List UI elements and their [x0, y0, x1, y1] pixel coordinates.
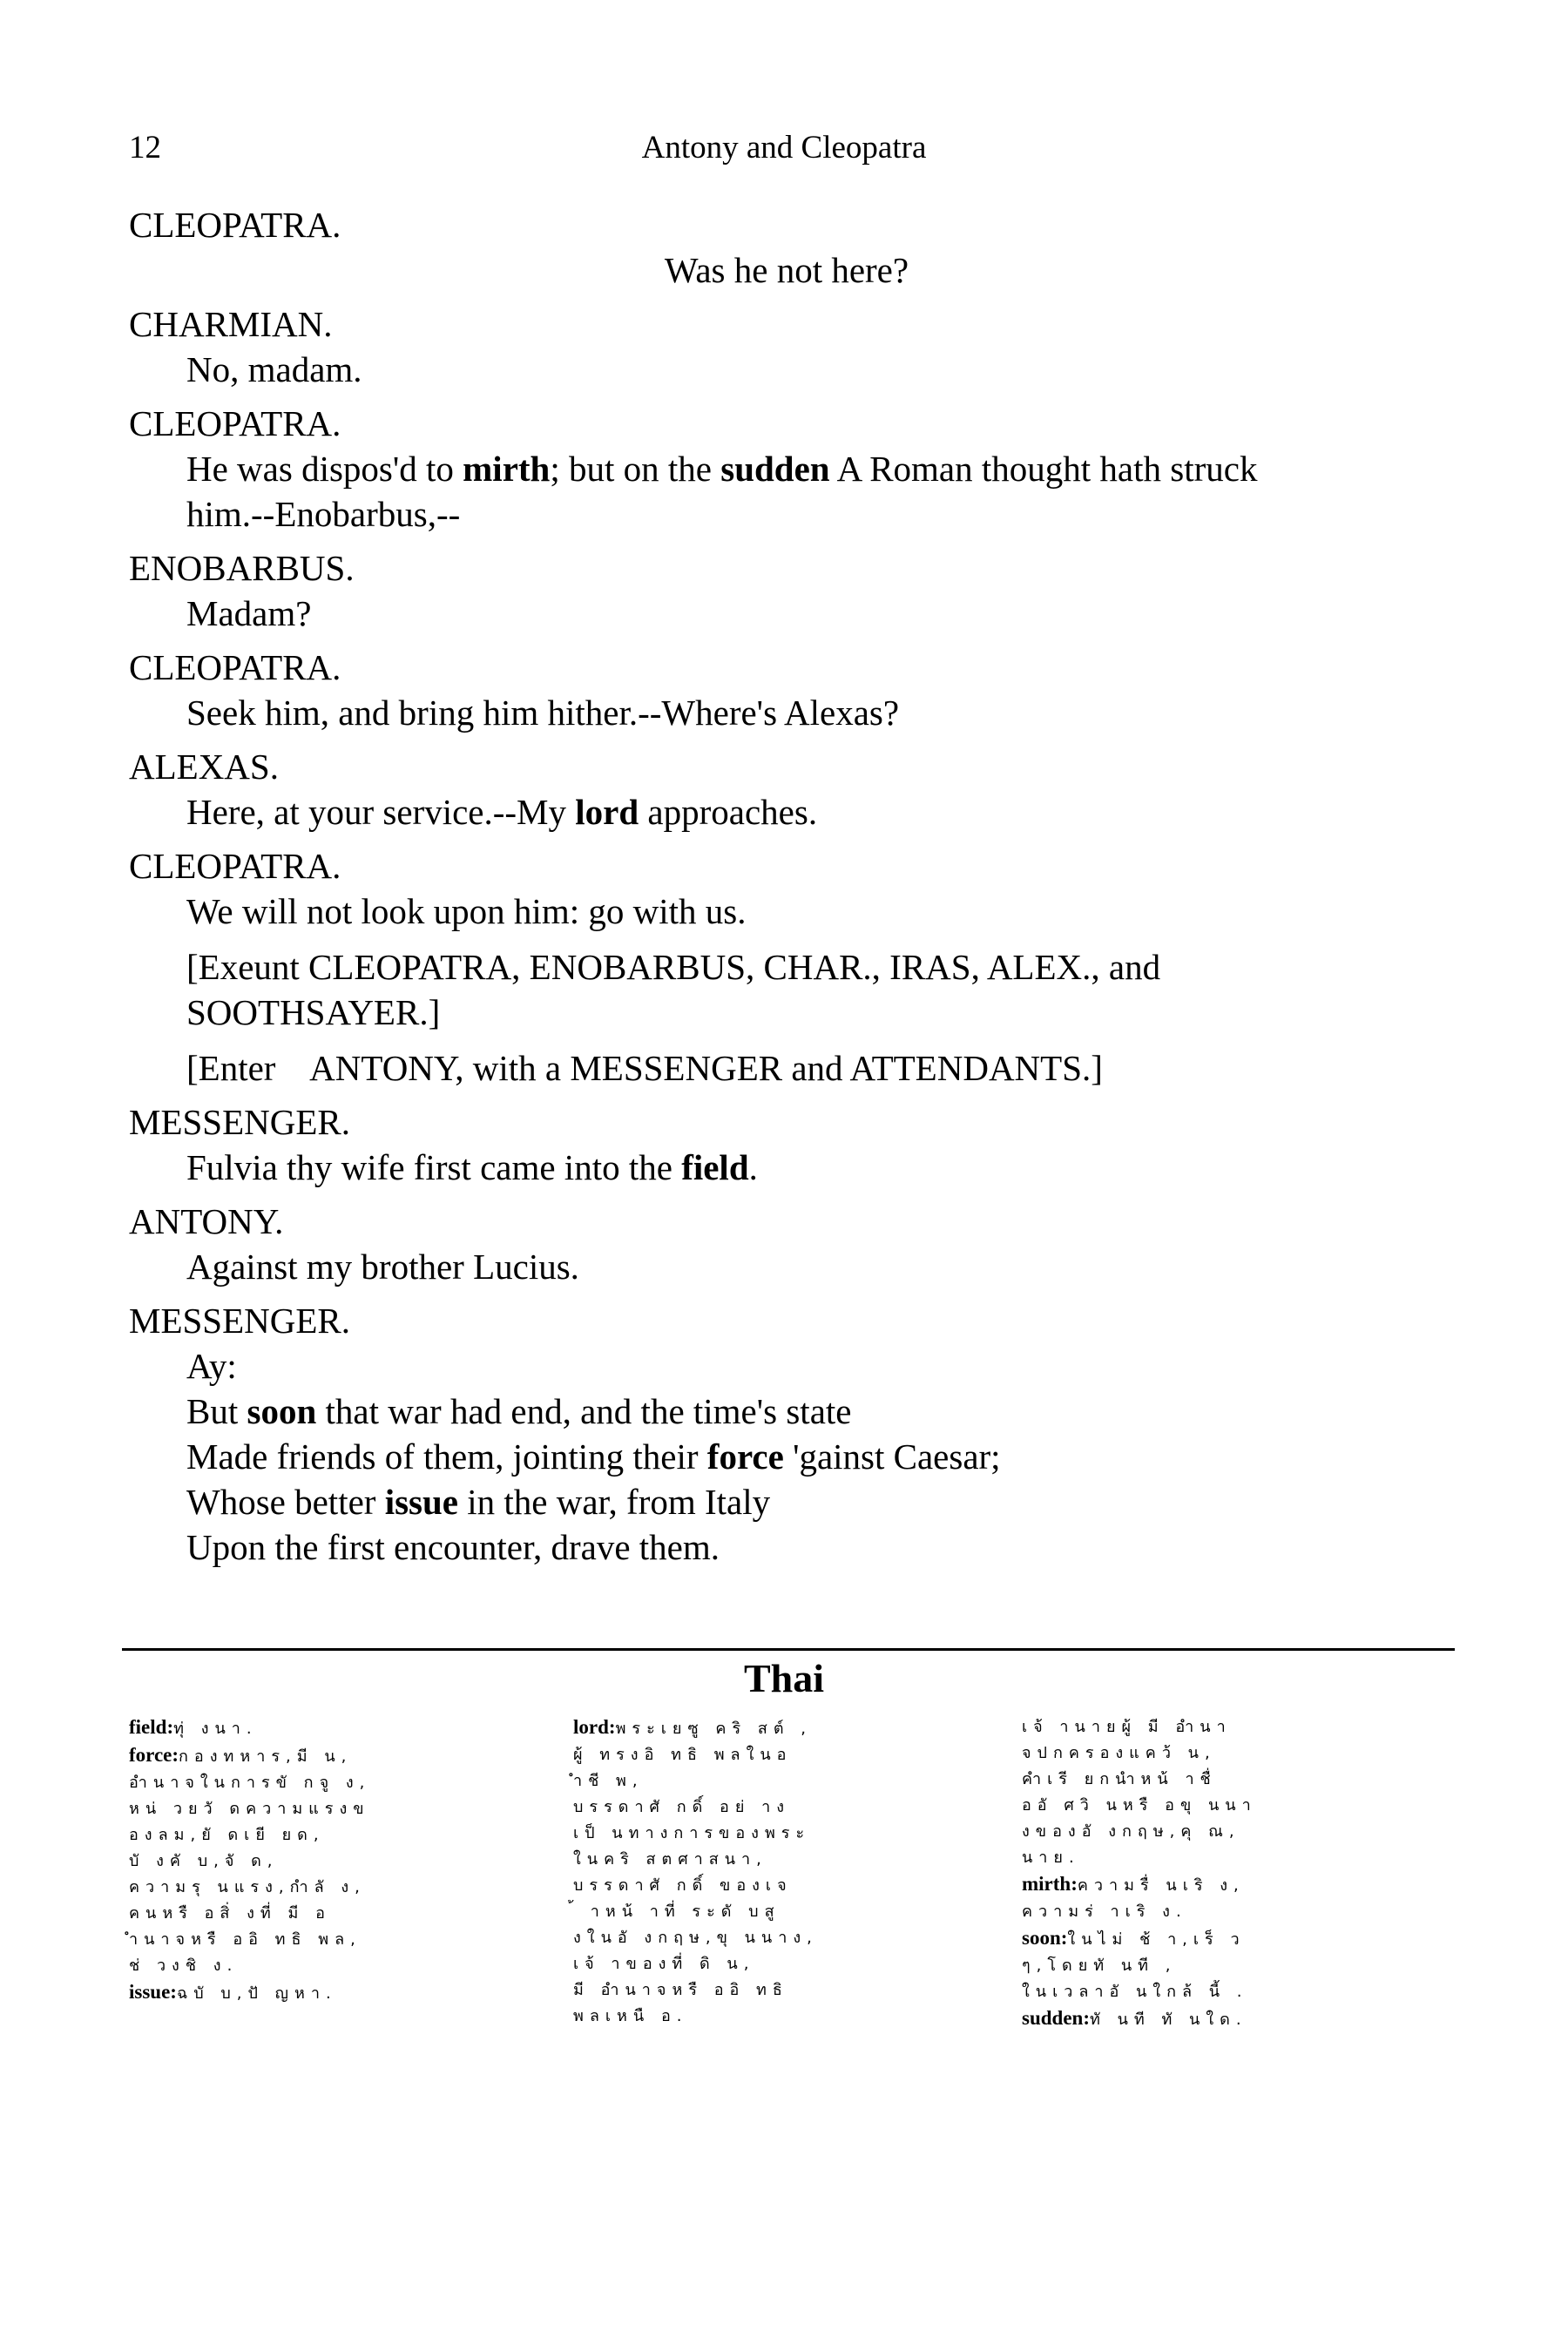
text-run: that war had end, and the time's state	[316, 1391, 852, 1431]
glossary-term: lord:	[573, 1716, 616, 1738]
text-run: Fulvia thy wife first came into the	[186, 1147, 682, 1187]
speech-line	[186, 1479, 1444, 1524]
text-run: Made friends of them, jointing their	[186, 1436, 707, 1477]
glossed-word: field	[681, 1147, 749, 1187]
speech-line: Against my brother Lucius.	[186, 1247, 579, 1287]
glossary-definition-line: ๆ,โดยทั นที ,	[1022, 1957, 1177, 1975]
glossary-definition-line: คำเรี ยกนำหน้ าชื่	[1022, 1770, 1217, 1788]
glossary-entry	[129, 1742, 547, 1770]
glossary-term: sudden:	[1022, 2007, 1090, 2029]
glossary-definition-line: ช่ วงชิ ง.	[129, 1957, 239, 1975]
glossary-definition-line: คนหรื อสิ่ งที่ มี อ	[129, 1904, 331, 1923]
speech	[129, 446, 1444, 537]
speech-line: We will not look upon him: go with us.	[186, 891, 747, 931]
glossary	[129, 1714, 1444, 2115]
text-run: .	[748, 1147, 758, 1187]
glossary-definition: พระเยซู คริ สต์ ,	[615, 1720, 812, 1738]
text-run: in the war, from Italy	[458, 1482, 771, 1522]
footnote-divider	[122, 1648, 1455, 1651]
glossary-definition-line: บรรดาศั กดิ์ ของเจ	[573, 1876, 793, 1895]
play-text	[129, 193, 1444, 1570]
glossary-definition-line: ผู้ ทรงอิ ทธิ พลในอ	[573, 1746, 793, 1764]
glossary-definition: กองทหาร,มี น,	[179, 1747, 353, 1766]
glossary-definition: ความรื่ นเริ ง,	[1077, 1876, 1245, 1895]
speech-line: Upon the first encounter, drave them.	[186, 1527, 720, 1567]
glossary-definition-line: อำนาจในการขั กจู ง,	[129, 1774, 371, 1792]
speech-line: him.--Enobarbus,--	[186, 494, 461, 534]
glossary-term: mirth:	[1022, 1873, 1078, 1895]
text-run: ; but on the	[550, 449, 721, 489]
glossary-definition: ฉบั บ,ปั ญหา.	[176, 1984, 337, 2003]
speech-line: Seek him, and bring him hither.--Where's Alexas?	[186, 693, 900, 733]
glossary-definition-line: นาย.	[1022, 1848, 1080, 1867]
speaker-name: ANTONY.	[129, 1201, 284, 1241]
glossary-definition: ในไม่ ช้ า,เร็ ว	[1067, 1930, 1246, 1949]
speaker-name: MESSENGER.	[129, 1102, 351, 1142]
glossary-entry	[1022, 2005, 1440, 2033]
glossary-definition-line: ความรุ นแรง,กำลั ง,	[129, 1878, 366, 1896]
glossed-word: mirth	[463, 449, 551, 489]
speaker-name: CLEOPATRA.	[129, 403, 341, 443]
glossed-word: lord	[575, 792, 639, 832]
glossary-definition-line: ำนาจหรื ออิ ทธิ พล,	[129, 1930, 362, 1949]
glossary-definition-line: งของอั งกฤษ,คุ ณ,	[1022, 1822, 1240, 1841]
text-run: A Roman thought hath struck	[829, 449, 1258, 489]
glossary-entry	[129, 1714, 547, 1742]
glossary-term: field:	[129, 1716, 174, 1738]
glossary-entry	[1022, 1871, 1440, 1899]
stage-direction-line: [Exeunt CLEOPATRA, ENOBARBUS, CHAR., IRAS, ALEX., and	[186, 947, 1161, 987]
glossary-definition-line: ้ าหน้ าที่ ระดั บสู	[573, 1903, 781, 1921]
glossed-word: sudden	[720, 449, 830, 489]
speech-line	[186, 446, 1444, 491]
glossed-word: force	[706, 1436, 784, 1477]
stage-direction	[129, 944, 1444, 1035]
speaker-name: MESSENGER.	[129, 1301, 351, 1341]
speech-line	[186, 1434, 1444, 1479]
speaker-name: CLEOPATRA.	[129, 647, 341, 687]
glossary-definition-line: เจ้ าของที่ ดิ น,	[573, 1955, 755, 1973]
speaker-name: CLEOPATRA.	[129, 846, 341, 886]
speech-line	[129, 1145, 1444, 1190]
glossary-entry	[129, 1979, 547, 2007]
speech	[129, 1343, 1444, 1570]
page-number: 12	[129, 130, 161, 166]
glossary-definition: ทุ่ งนา.	[173, 1720, 258, 1738]
glossary-title: Thai	[743, 1656, 825, 1700]
glossary-definition-line: จปกครองแคว้ น,	[1022, 1744, 1216, 1762]
glossary-term: issue:	[129, 1981, 177, 2003]
glossary-column-1	[129, 1714, 547, 2007]
page-header	[129, 129, 1439, 172]
text-run: Whose better	[186, 1482, 385, 1522]
text-run: 'gainst Caesar;	[783, 1436, 1001, 1477]
speaker-name: CHARMIAN.	[129, 304, 333, 344]
stage-direction: [Enter ANTONY, with a MESSENGER and ATTENDANTS.]	[186, 1048, 1103, 1088]
glossary-definition-line: ในคริ สตศาสนา,	[573, 1850, 767, 1869]
glossary-definition-line: พลเหนื อ.	[573, 2007, 688, 2025]
speaker-name: ALEXAS.	[129, 747, 279, 787]
glossary-definition-line: งในอั งกฤษ,ขุ นนาง,	[573, 1929, 818, 1947]
glossary-definition-line: ออั ศวิ นหรื อขุ นนา	[1022, 1796, 1257, 1815]
glossary-definition-line: ความร่ าเริ ง.	[1022, 1903, 1187, 1921]
speech-line: Madam?	[186, 593, 312, 633]
glossary-definition-line: ในเวลาอั นใกล้ นี้ .	[1022, 1983, 1248, 2001]
text-run: approaches.	[639, 792, 818, 832]
glossary-entry	[573, 1714, 991, 1742]
glossary-definition-line: องลม,ยั ดเยี ยด,	[129, 1826, 325, 1844]
glossed-word: issue	[384, 1482, 458, 1522]
text-run: Here, at your service.--My	[186, 792, 576, 832]
glossary-definition-line: มี อำนาจหรื ออิ ทธิ	[573, 1981, 788, 1999]
speech-line	[129, 789, 1444, 835]
glossary-definition-line: บรรดาศั กดิ์ อย่ าง	[573, 1798, 790, 1816]
speaker-name: ENOBARBUS.	[129, 548, 355, 588]
glossed-word: soon	[247, 1391, 317, 1431]
glossary-column-2	[573, 1714, 991, 2030]
glossary-definition-line: ำชี พ,	[573, 1772, 644, 1790]
speech-line: No, madam.	[186, 349, 362, 389]
text-run: But	[186, 1391, 247, 1431]
glossary-definition: ทั นที ทั นใด.	[1089, 2011, 1247, 2029]
speech-line: Ay:	[186, 1346, 237, 1386]
speech-line: Was he not here?	[664, 250, 909, 290]
glossary-definition-line: เป็ นทางการของพระ	[573, 1824, 811, 1842]
glossary-column-3	[1022, 1714, 1440, 2033]
glossary-term: soon:	[1022, 1927, 1068, 1949]
speaker-name: CLEOPATRA.	[129, 205, 341, 245]
glossary-entry	[1022, 1925, 1440, 1953]
running-title: Antony and Cleopatra	[641, 130, 927, 166]
stage-direction-line: SOOTHSAYER.]	[186, 992, 441, 1032]
glossary-term: force:	[129, 1744, 179, 1766]
speech-line	[186, 1389, 1444, 1434]
glossary-definition-line: เจ้ านายผู้ มี อำนา	[1022, 1718, 1232, 1736]
text-run: He was dispos'd to	[186, 449, 463, 489]
glossary-definition-line: หน่ วยวั ดความแรงข	[129, 1800, 370, 1818]
glossary-definition-line: บั งคั บ,จั ด,	[129, 1852, 279, 1870]
